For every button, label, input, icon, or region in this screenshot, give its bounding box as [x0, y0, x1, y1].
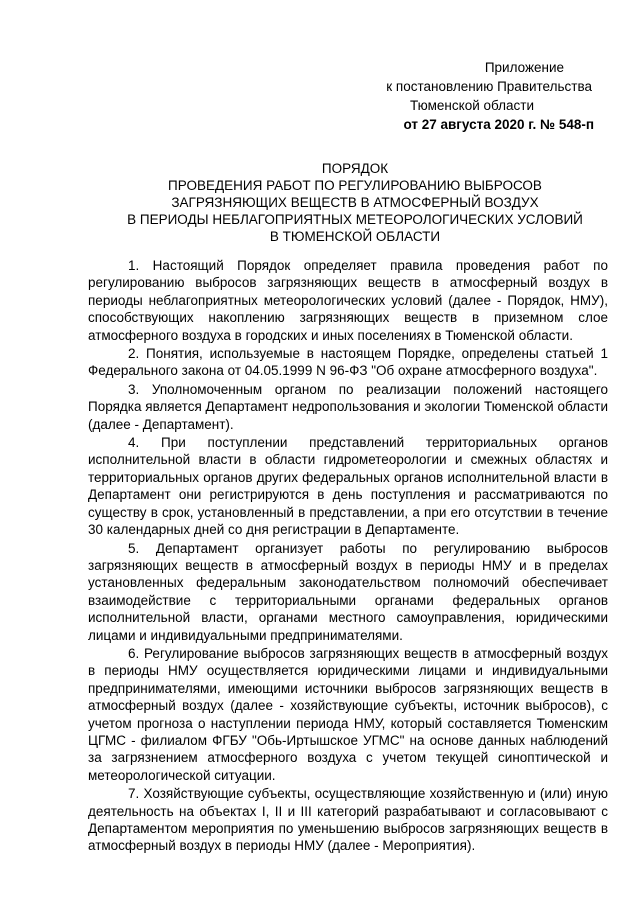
paragraph-5: 5. Департамент организует работы по регулированию выбросов загрязняющих веществ в атмосферный воздух в периоды НМУ и в пределах установленных федеральным законодательством полномочий обеспечивает взаимодействие с территориальными органами федеральных органов исполнительной власти, органами местного самоуправления, юридическими лицами и индивидуальными предпринимателями.	[88, 540, 608, 643]
title-line-5: В ТЮМЕНСКОЙ ОБЛАСТИ	[269, 229, 441, 244]
paragraph-3: 3. Уполномоченным органом по реализации положений настоящего Порядка является Департамент недропользования и экологии Тюменской области (далее - Департамент).	[88, 381, 608, 432]
appendix-resolution: к постановлению Правительства	[386, 79, 592, 94]
appendix-region: Тюменской области	[410, 98, 534, 113]
paragraph-1: 1. Настоящий Порядок определяет правила проведения работ по регулированию выбросов загрязняющих веществ в атмосферный воздух в периоды неблагоприятных метеорологических условий (далее - Порядок, НМУ), способствующих накоплению загрязняющих веществ в приземном слое атмосферного воздуха в городских и иных поселениях в Тюменской области.	[88, 258, 608, 343]
paragraph-6: 6. Регулирование выбросов загрязняющих веществ в атмосферный воздух в периоды НМУ осуществляется юридическими лицами и индивидуальными предпринимателями, имеющими источники выбросов загрязняющих веществ в атмосферный воздух (далее - хозяйствующие субъекты, источник выбросов), с учетом прогноза о наступлении периода НМУ, который составляется Тюменским ЦГМС - филиалом ФГБУ "Обь-Иртышское УГМС" на основе данных наблюдений за загрязнением атмосферного воздуха с учетом текущей синоптической и метеорологической ситуации.	[88, 645, 608, 783]
document-body	[88, 257, 608, 856]
appendix-date-number: от 27 августа 2020 г. № 548-п	[403, 117, 594, 132]
paragraph-7: 7. Хозяйствующие субъекты, осуществляющие хозяйственную и (или) иную деятельность на объектах I, II и III категорий разрабатывают и согласовывают с Департаментом мероприятия по уменьшению выбросов загрязняющих веществ в атмосферный воздух в периоды НМУ (далее - Мероприятия).	[88, 786, 608, 854]
paragraph-4: 4. При поступлении представлений территориальных органов исполнительной власти в области гидрометеорологии и смежных областях и территориальных органов других федеральных органов исполнительной власти в Департамент они регистрируются в день поступления и рассматриваются по существу в срок, установленный в представлении, а при его отсутствии в течение 30 календарных дней со дня регистрации в Департаменте.	[88, 435, 608, 538]
title-line-2: ПРОВЕДЕНИЯ РАБОТ ПО РЕГУЛИРОВАНИЮ ВЫБРОСОВ	[168, 178, 542, 193]
appendix-header	[294, 58, 594, 134]
document-title	[40, 160, 640, 245]
title-line-1: ПОРЯДОК	[321, 161, 389, 176]
paragraph-2: 2. Понятия, используемые в настоящем Порядке, определены статьей 1 Федерального закона от 04.05.1999 N 96-ФЗ "Об охране атмосферного воздуха".	[88, 346, 608, 379]
title-line-4: В ПЕРИОДЫ НЕБЛАГОПРИЯТНЫХ МЕТЕОРОЛОГИЧЕСКИХ УСЛОВИЙ	[127, 212, 583, 227]
appendix-label: Приложение	[484, 60, 564, 75]
title-line-3: ЗАГРЯЗНЯЮЩИХ ВЕЩЕСТВ В АТМОСФЕРНЫЙ ВОЗДУХ	[171, 195, 539, 210]
